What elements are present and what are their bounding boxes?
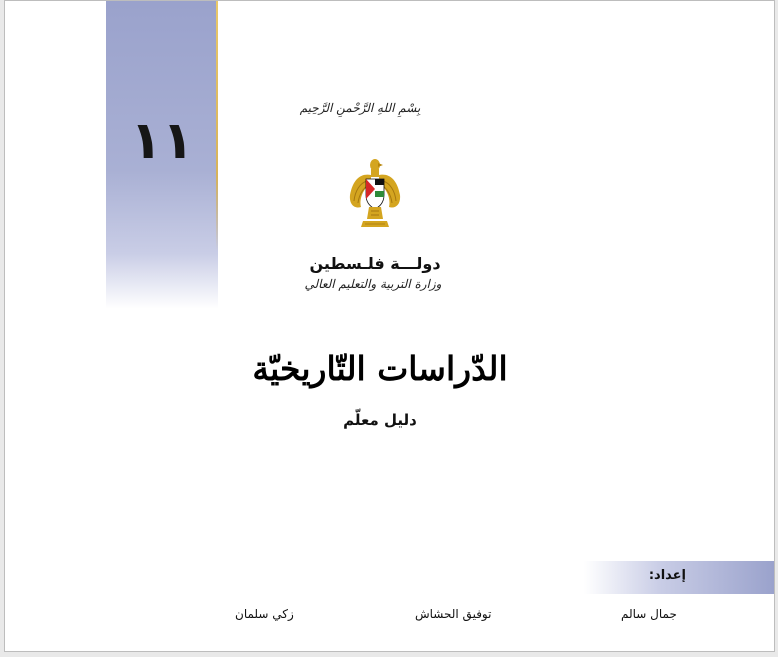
state-name: دولـــة فلـسطين bbox=[309, 254, 441, 273]
ministry-name: وزارة التربية والتعليم العالي bbox=[304, 277, 442, 291]
author-name: جمال سالم bbox=[621, 607, 677, 621]
author-name: زكي سلمان bbox=[235, 607, 294, 621]
prepared-by-label: إعداد: bbox=[648, 568, 686, 583]
cover-page bbox=[4, 0, 775, 652]
basmala-calligraphy: بِسْمِ اللهِ الرَّحْمنِ الرَّحِيم bbox=[299, 101, 421, 115]
grade-number: ١١ bbox=[130, 111, 194, 171]
grade-band bbox=[106, 1, 218, 309]
book-subtitle: دليل معلّم bbox=[343, 411, 417, 429]
book-title: الدّراسات التّاريخيّة bbox=[252, 349, 508, 388]
palestine-eagle-emblem-icon bbox=[347, 155, 403, 235]
author-name: توفيق الحشاش bbox=[415, 607, 492, 621]
